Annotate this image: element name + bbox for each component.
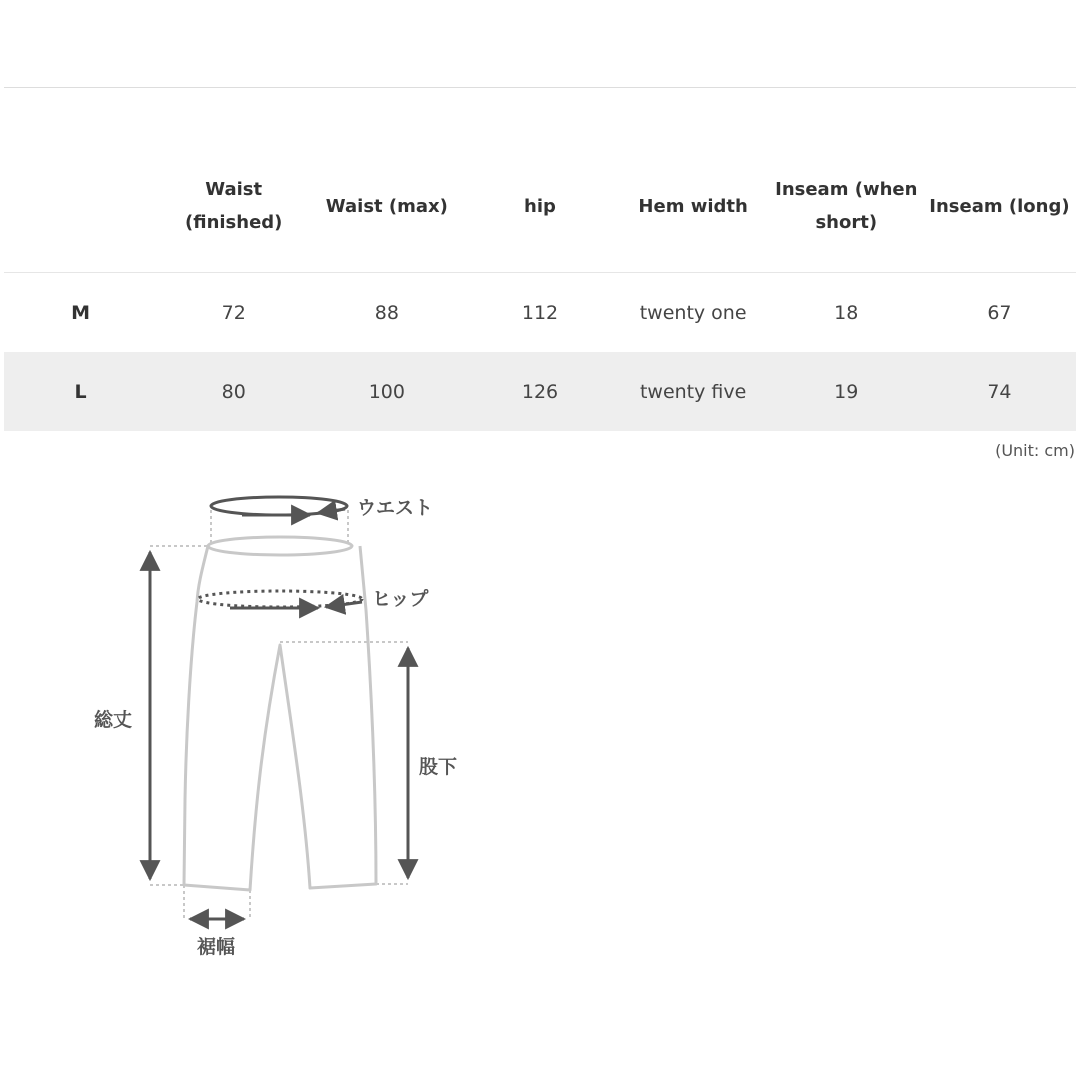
- header-hip: hip: [463, 140, 616, 273]
- cell-inseam-long: 67: [987, 301, 1012, 324]
- hip-measure: [198, 591, 362, 608]
- hip-label: ヒップ: [372, 588, 429, 610]
- header-waist-max: Waist (max): [310, 140, 463, 273]
- header-waist-finished: Waist (finished): [157, 140, 310, 273]
- table-row: [4, 352, 1076, 431]
- size-table: [4, 140, 1076, 431]
- inseam-measure: [280, 642, 408, 884]
- cell-waist-max: 88: [374, 301, 399, 324]
- inseam-label: 股下: [419, 756, 458, 778]
- cell-hem-width: twenty five: [617, 352, 770, 431]
- header-blank: [4, 140, 157, 273]
- top-divider: [4, 87, 1076, 88]
- cell-waist-max: 100: [310, 352, 463, 431]
- table-row: [4, 273, 1076, 353]
- unit-note: (Unit: cm): [995, 441, 1075, 460]
- total-length-label: 総丈: [94, 709, 133, 731]
- pants-measurement-diagram: [0, 480, 520, 970]
- size-label: M: [71, 301, 91, 324]
- cell-inseam-long: 74: [923, 352, 1076, 431]
- hem-width-label: 裾幅: [197, 936, 236, 958]
- header-inseam-short: Inseam (when short): [770, 140, 923, 273]
- table-header-row: [4, 140, 1076, 273]
- cell-inseam-short: 18: [834, 301, 859, 324]
- pants-illustration: [0, 480, 520, 970]
- header-inseam-long: Inseam (long): [923, 140, 1076, 273]
- cell-waist-finished: 80: [157, 352, 310, 431]
- cell-hem-width: twenty one: [639, 301, 747, 324]
- cell-waist-finished: 72: [221, 301, 246, 324]
- header-hem-width: Hem width: [617, 140, 770, 273]
- cell-inseam-short: 19: [770, 352, 923, 431]
- waist-label: ウエスト: [357, 497, 434, 519]
- cell-hip: 126: [463, 352, 616, 431]
- pants-outline: [184, 537, 376, 890]
- cell-hip: 112: [521, 301, 559, 324]
- size-label: L: [4, 352, 157, 431]
